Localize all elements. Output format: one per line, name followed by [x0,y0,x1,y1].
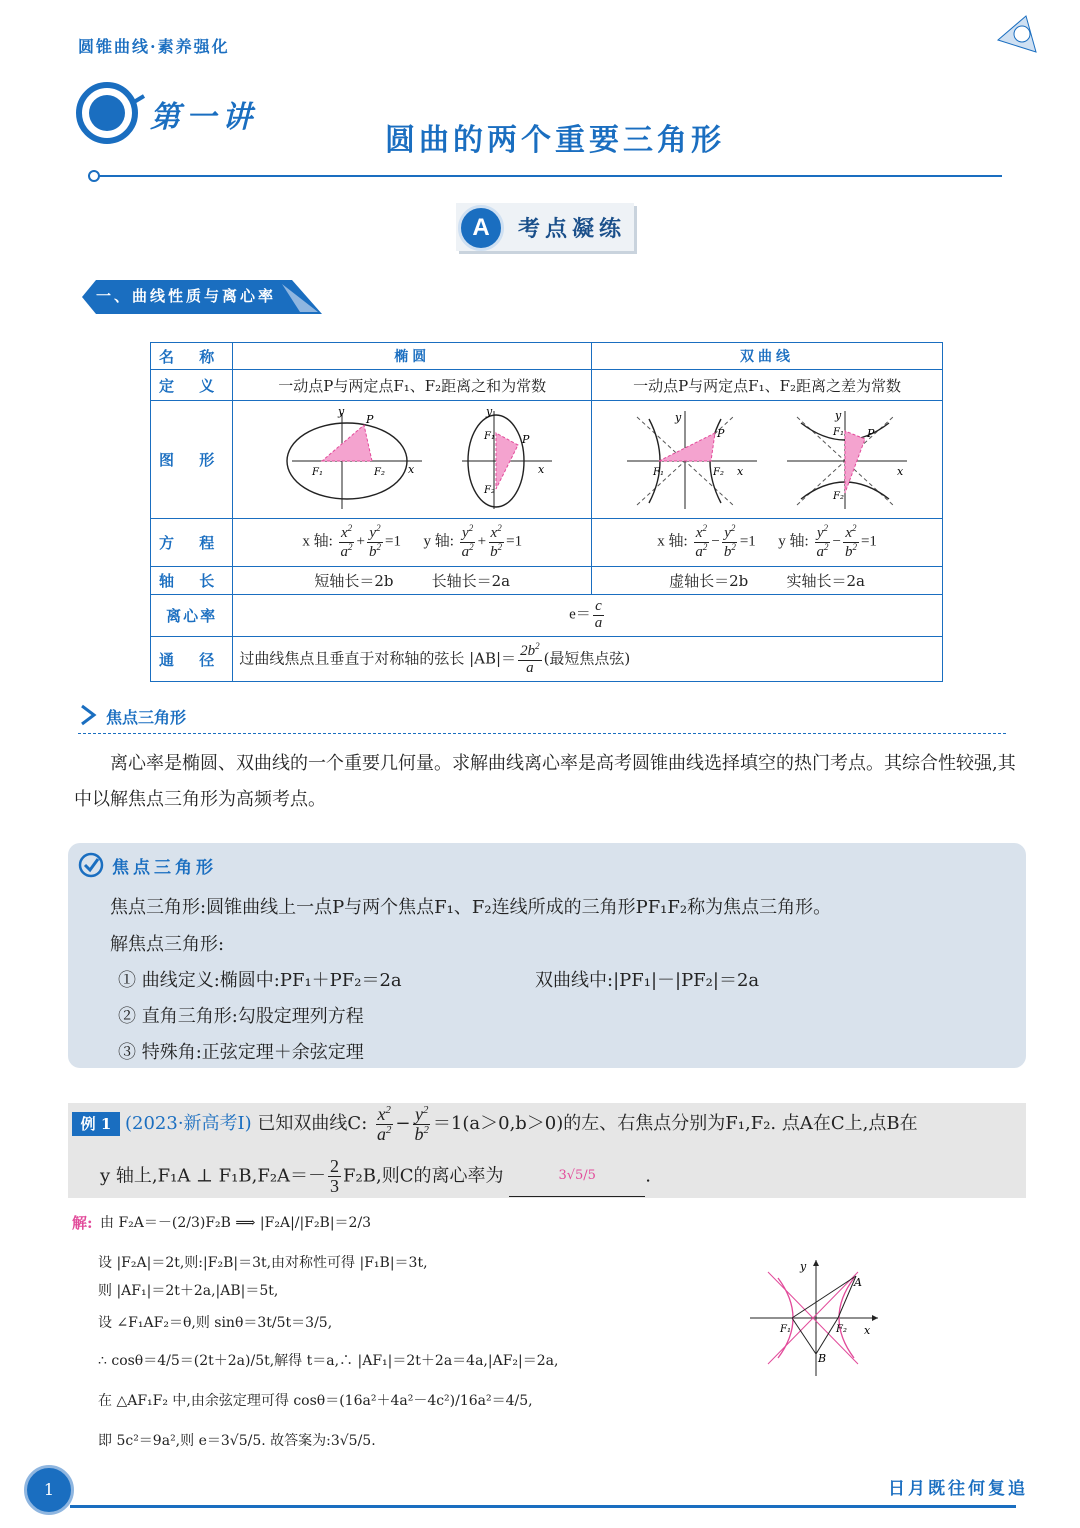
table-row [151,401,943,519]
focal-heading: 焦点三角形 [106,710,187,727]
x-label: x [737,464,744,478]
table-row [151,370,943,401]
badge-text: 考点凝练 [518,216,627,242]
row-label-eccentricity: 离心率 [151,595,233,637]
box-line-2: 解焦点三角形: [110,934,225,955]
box-item-3: ③ 特殊角:正弦定理＋余弦定理 [118,1042,364,1063]
hyperbola-figures [592,401,943,519]
solution-line-2: 设 |F₂A|＝2t,则:|F₂B|＝3t,由对称性可得 |F₁B|＝3t, [98,1255,428,1271]
latus-text: 过曲线焦点且垂直于对称轴的弦长 |AB|＝ [239,649,517,667]
corner-logo-icon [996,12,1038,62]
row-label-figure: 图 形 [151,401,233,519]
f1-label: F₁ [653,466,664,478]
example-stem-post: ＝1(a＞0,b＞0)的左、右焦点分别为F₁,F₂. 点A在C上,点B在 [432,1113,918,1134]
row-label-equation: 方 程 [151,519,233,567]
series-title: 圆锥曲线·素养强化 [78,37,230,56]
solution-line-1: 由 F₂A＝－(2/3)F₂B ⟹ |F₂A|/|F₂B|＝2/3 [100,1215,372,1231]
box-item-1b: 双曲线中:|PF₁|－|PF₂|＝2a [535,970,760,991]
eq-axis-label: y 轴: [778,533,809,550]
ellipse-diagram [242,403,582,513]
example-source: (2023·新高考Ⅰ) [125,1113,252,1134]
table-row [151,595,943,637]
hyperbola-definition: 一动点P与两定点F₁、F₂距离之差为常数 [592,370,943,401]
ellipse-definition: 一动点P与两定点F₁、F₂距离之和为常数 [233,370,592,401]
f2-label: F₂ [713,466,724,478]
ellipse-figures [233,401,592,519]
y-label: y [800,1260,807,1273]
x-label: x [538,462,545,476]
a-label: A [854,1276,862,1289]
footer-motto: 日月既往何复追 [888,1479,1028,1499]
p-label: P [717,426,725,440]
example-diagram [748,1256,884,1380]
f2-label: F₂ [374,466,386,478]
header-rule [90,175,1002,177]
example-tag: 例 1 [72,1112,120,1136]
solution-line-7: 即 5c²＝9a²,则 e＝3√5/5. 故答案为:3√5/5. [98,1433,376,1449]
hyperbola-diagram [597,403,937,513]
focal-intro: 离心率是椭圆、双曲线的一个重要几何量。求解曲线离心率是高考圆锥曲线选择填空的热门考点。其综合性较强,其中以解焦点三角形为高频考点。 [74,753,1016,810]
col-hyperbola: 双曲线 [592,343,943,370]
eq-axis-label: x 轴: [657,533,688,550]
ecc-lhs: e＝ [569,606,591,623]
y-label: y [338,404,345,418]
p-label: P [867,426,875,440]
dashed-divider [78,733,1006,734]
f1-label: F₁ [312,466,324,478]
y-label: y [675,410,682,424]
box-item-1a: ① 曲线定义:椭圆中:PF₁＋PF₂＝2a [118,970,402,991]
b-label: B [818,1352,827,1365]
p-label: P [522,432,530,446]
example-stem-pre: 已知双曲线C: [257,1113,368,1134]
f1-label: F₁ [484,430,496,442]
x-label: x [864,1324,871,1337]
latus-rectum: 过曲线焦点且垂直于对称轴的弦长 |AB|＝ $\frac{2b^2}{a}$ (最短焦点弦) [233,637,943,682]
ellipse-axis [233,567,592,595]
solution-line-3: 则 |AF₁|＝2t＋2a,|AB|＝5t, [98,1283,279,1299]
box-item-2: ② 直角三角形:勾股定理列方程 [118,1006,364,1027]
col-name: 名 称 [151,343,233,370]
example-stem2-post: F₂B,则C的离心率为 [343,1165,504,1187]
f1-label: F₁ [780,1324,791,1335]
real-axis: 实轴长＝2a [786,572,865,590]
example-stem-line1: (2023·新高考Ⅰ) 已知双曲线C: $\frac{x^2}{a^2}$ − $\frac{y^2}{b^2}$ ＝1(a＞0,b＞0)的左、右焦点分别为F₁,F₂. 点A在C上,点B在 [125,1103,918,1144]
hyperbola-equations: x 轴: $\frac{x^2}{a^2}$ − $\frac{y^2}{b^2}$ =1 y 轴: $\frac{y^2}{a^2}$ − $\frac{x^2}{b^2}$ =1 [592,519,943,567]
check-circle-icon [78,852,104,878]
latus-note: (最短焦点弦) [543,649,631,667]
arrow-icon [78,703,102,727]
short-axis: 短轴长＝2b [314,572,394,590]
row-label-definition: 定 义 [151,370,233,401]
badge-letter: A [458,205,504,251]
f2-label: F₂ [836,1324,847,1335]
eq-axis-label: x 轴: [302,533,333,550]
solution-label: 解: [72,1214,93,1232]
header-rule-dot [88,170,100,182]
long-axis: 长轴长＝2a [431,572,511,590]
f2-label: F₂ [484,484,496,496]
example-stem2: y 轴上,F₁A ⊥ F₁B,F₂A＝－ [100,1165,327,1187]
hyperbola-axis [592,567,943,595]
y-label: y [486,404,493,418]
table-row [151,637,943,682]
row-label-latus: 通 径 [151,637,233,682]
table-header-row [151,343,943,370]
lecture-logo-icon [76,82,146,144]
y-label: y [835,408,842,422]
example-stem-line2: y 轴上,F₁A ⊥ F₁B,F₂A＝－ $\frac{2}{3}$ F₂B,则C的离心率为 3√5/5 . [100,1156,651,1196]
f1-label: F₁ [833,426,844,438]
eccentricity-formula: e＝ $\frac{c}{a}$ [233,595,943,637]
page-title: 圆曲的两个重要三角形 [385,123,725,158]
col-ellipse: 椭圆 [233,343,592,370]
x-label: x [897,464,904,478]
ellipse-equations: x 轴: $\frac{x^2}{a^2}$ + $\frac{y^2}{b^2}$ =1 y 轴: $\frac{y^2}{a^2}$ + $\frac{x^2}{b^2}$ =1 [233,519,592,567]
f2-label: F₂ [833,490,844,502]
solution-line-6: 在 △AF₁F₂ 中,由余弦定理可得 cosθ＝(16a²＋4a²－4c²)/16a²＝4/5, [98,1393,533,1409]
x-label: x [408,462,415,476]
box-line-1: 焦点三角形:圆锥曲线上一点P与两个焦点F₁、F₂连线所成的三角形PF₁F₂称为焦点三角形。 [110,897,832,918]
solution-line-5: ∴ cosθ＝4/5＝(2t＋2a)/5t,解得 t＝a,∴ |AF₁|＝2t＋2a＝4a,|AF₂|＝2a, [98,1353,559,1369]
eq-axis-label: y 轴: [423,533,454,550]
solution-line-4: 设 ∠F₁AF₂＝θ,则 sinθ＝3t/5t＝3/5, [98,1315,333,1331]
lecture-number: 第一讲 [150,100,258,135]
table-row [151,567,943,595]
table-row [151,519,943,567]
p-label: P [366,412,374,426]
box-title: 焦点三角形 [112,858,217,878]
answer-blank: 3√5/5 [509,1156,645,1197]
row-label-axis: 轴 长 [151,567,233,595]
section-title: 一、曲线性质与离心率 [96,287,277,305]
footer-rule [70,1505,1016,1508]
virtual-axis: 虚轴长＝2b [669,572,749,590]
page-number: 1 [24,1465,74,1515]
properties-table [150,342,943,682]
